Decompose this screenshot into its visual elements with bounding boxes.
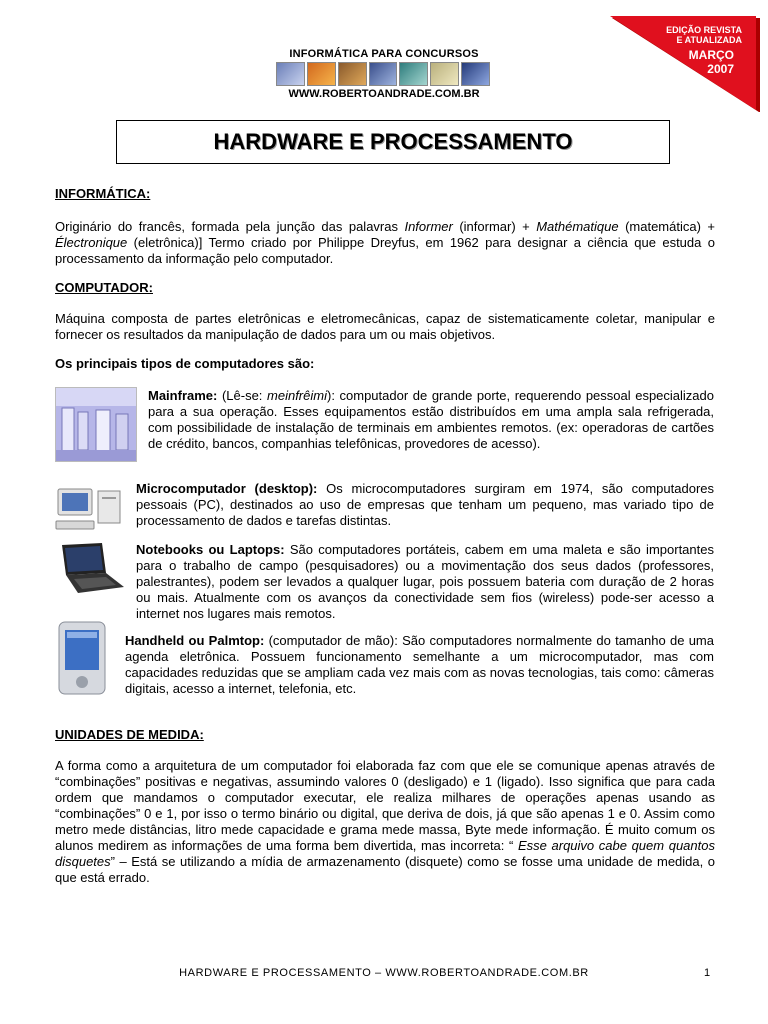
term-notebook: Notebooks ou Laptops: [136,542,285,557]
term-handheld: Handheld ou Palmtop: [125,633,265,648]
mainframe-description [148,388,714,452]
text-run: (eletrônica)] Termo criado por Philippe Dreyfus, em 1962 para designar a ciência que estuda o processamento da informação pelo computador. [55,235,715,266]
text-run: ” – Está se utilizando a mídia de armazenamento (disquete) como se fosse uma unidade de medida, o que está errado. [55,854,715,885]
italic-term: Informer [404,219,453,234]
text-run: São computadores portáteis, cabem em uma maleta e são importantes para o trabalho de campo (pesquisadores) ou a movimentação dos seus dados (professores, palestrantes), podem ser levados a qualquer lugar, pois possuem bateria com duração de 2 horas ou mais. Atualmente com os avanços da conectividade sem fios (wireless) pode-ser acesso a internet nos lugares mais remotos. [136,542,714,621]
text-run: (matemática) + [625,219,715,234]
text-run: ): computador de grande porte, requerendo pessoal especializado para a sua operação. Esses equipamentos estão distribuídos em uma ampla sala refrigerada, com possibilidade de instalação de terminais em ambientes remotos. (ex: operadoras de cartões de crédito, bancos, companhias telefônicas, provedores de acesso). [148,388,714,451]
badge-year: 2007 [707,62,734,76]
pronunciation: meinfrêimi [267,388,327,403]
section-computador-text: Máquina composta de partes eletrônicas e eletromecânicas, capaz de sistematicamente coletar, manipular e fornecer os resultados da manipulação de dados para um ou mais objetivos. [55,311,715,342]
text-run: (computador de mão): São computadores normalmente do tamanho de uma agenda eletrônica. Possuem funcionamento semelhante a um microcomputador, mas com capacidades reduzidas que se ampliam cada vez mais com as novas tecnologias, tais como: câmeras digitais, acesso a internet, telefonia, etc. [125,633,714,696]
text-run: (informar) + [459,219,530,234]
page-footer: HARDWARE E PROCESSAMENTO – WWW.ROBERTOANDRADE.COM.BR [179,967,589,979]
page-title-box [116,120,670,164]
text-run: (Lê-se: [217,388,268,403]
section-informatica-text [55,219,715,267]
desktop-image [52,485,128,533]
header-url: WWW.ROBERTOANDRADE.COM.BR [288,88,480,100]
text-run: Originário do francês, formada pela junção das palavras [55,219,398,234]
notebook-image [54,541,128,597]
page-number: 1 [704,967,711,979]
header-title: INFORMÁTICA PARA CONCURSOS [289,48,479,60]
handheld-description [125,633,714,697]
section-unidades-text [55,758,715,886]
handheld-image [57,620,107,696]
types-lead: Os principais tipos de computadores são: [55,356,315,371]
section-unidades-heading: UNIDADES DE MEDIDA: [55,727,204,742]
section-informatica-heading: INFORMÁTICA: [55,186,151,201]
text-run: Os microcomputadores surgiram em 1974, são computadores pessoais (PC), destinados ao uso de empresas que tenham um pequeno, mas variado tipo de processamento de dados e tarefas distintas. [136,481,715,528]
italic-term: Électronique [55,235,128,250]
term-mainframe: Mainframe: [148,388,218,403]
desktop-description [136,481,714,529]
badge-line-1: EDIÇÃO REVISTA [666,25,742,35]
page-title: HARDWARE E PROCESSAMENTO [213,129,573,154]
badge-line-2: E ATUALIZADA [676,35,742,45]
notebook-description [136,542,714,622]
text-run: A forma como a arquitetura de um computador foi elaborada faz com que ele se comunique apenas através de “combinações” positivas e negativas, assumindo valores 0 (desligado) e 1 (ligado). Isso significa que para cada ordem que mandamos o computador executar, ele realiza milhares de operações apenas usando as “combinações” 0 e 1, por isso o termo binário ou digital, que deriva de dois, já que são apenas 1 e 0. Assim como metro mede distâncias, litro mede capacidade e grama mede massa, Byte mede informação. É muito comum os alunos medirem as informações de uma forma bem divertida, mas incorreta: “ [55,758,715,853]
italic-term: Mathématique [536,219,619,234]
italic-quote: Esse arquivo cabe quem quantos disquetes [55,838,715,869]
header-image-strip [276,62,490,86]
edition-badge [610,16,760,112]
badge-month: MARÇO [688,48,734,62]
term-desktop: Microcomputador (desktop): [136,481,318,496]
mainframe-image [55,387,137,462]
section-computador-heading: COMPUTADOR: [55,280,153,295]
